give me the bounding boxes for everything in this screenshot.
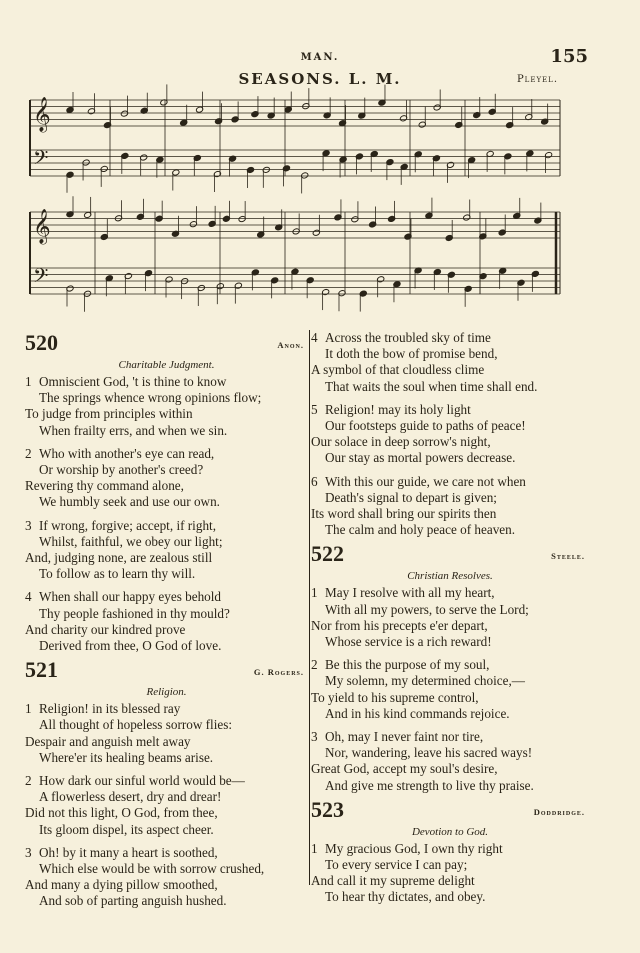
- hymn-author: G. Rogers.: [253, 667, 304, 678]
- verse-text: Oh! by it many a heart is soothed,: [39, 844, 218, 860]
- verse-line: And charity our kindred prove: [25, 621, 186, 637]
- treble-clef-icon: 𝄞: [33, 97, 51, 132]
- hymn-header: [311, 541, 589, 567]
- verse-line: Its word shall bring our spirits then: [311, 506, 497, 522]
- verse-line: With all my powers, to serve the Lord;: [325, 601, 529, 617]
- hymn-number: 523: [311, 796, 344, 822]
- hymn-number: 521: [25, 657, 58, 683]
- verse-text: Oh, may I never faint nor tire,: [325, 729, 484, 745]
- verse-line: [311, 729, 589, 745]
- verse-line: [25, 446, 308, 462]
- hymn: [311, 796, 589, 906]
- verse-text: Across the troubled sky of time: [325, 330, 491, 345]
- verse-line: Or worship by another's creed?: [39, 462, 204, 478]
- verse-line: A symbol of that cloudless clime: [311, 362, 485, 378]
- verse-line: [311, 841, 589, 857]
- stanza: [25, 773, 308, 838]
- bass-clef-icon: 𝄢: [33, 146, 49, 174]
- verse-line: Whose service is a rich reward!: [325, 634, 492, 650]
- stanza: [25, 845, 308, 910]
- stanza: [25, 374, 308, 439]
- hymn-author: Doddridge.: [533, 806, 585, 817]
- verse-line: To yield to his supreme control,: [311, 689, 479, 705]
- stanza-number: 4: [311, 330, 318, 345]
- verse-line: When frailty errs, and when we sin.: [39, 422, 228, 438]
- verse-line: Which else would be with sorrow crushed,: [39, 861, 265, 877]
- hymn-number: 522: [311, 541, 344, 567]
- verse-line: And call it my supreme delight: [311, 873, 475, 889]
- stanza: [311, 402, 589, 467]
- verse-line: All thought of hopeless sorrow flies:: [39, 717, 233, 733]
- verse-line: [25, 374, 308, 390]
- hymn-header: [311, 796, 589, 823]
- verse-line: Did not this light, O God, from thee,: [25, 805, 218, 821]
- running-head: MAN.: [300, 52, 340, 63]
- hymn: [311, 330, 589, 538]
- verse-line: And sob of parting anguish hushed.: [39, 893, 227, 909]
- tune-title: SEASONS. L. M.: [238, 70, 402, 88]
- hymn-subtitle: Religion.: [146, 686, 187, 699]
- verse-text: With this our guide, we care not when: [325, 473, 526, 489]
- hymn: [25, 657, 308, 909]
- verse-line: Thy people fashioned in thy mould?: [39, 605, 230, 621]
- verse-line: Derived from thee, O God of love.: [39, 638, 222, 654]
- verse-line: Nor from his precepts e'er depart,: [311, 617, 488, 633]
- verse-line: A flowerless desert, dry and drear!: [39, 789, 222, 805]
- hymn-author: Steele.: [551, 551, 585, 562]
- verse-line: Revering thy command alone,: [25, 478, 184, 494]
- verse-text: My gracious God, I own thy right: [325, 840, 503, 856]
- tune-composer: Pleyel.: [516, 74, 558, 85]
- stanza: [311, 330, 589, 395]
- verse-line: We humbly seek and use our own.: [39, 494, 220, 510]
- verse-line: Where'er its healing beams arise.: [39, 749, 214, 765]
- hymn-number: 520: [25, 330, 58, 355]
- stanza: [25, 446, 308, 511]
- verse-line: Death's signal to depart is given;: [325, 489, 497, 505]
- stanza: [311, 657, 589, 722]
- verse-text: When shall our happy eyes behold: [39, 589, 222, 605]
- verse-line: [311, 402, 589, 418]
- verse-line: Great God, accept my soul's desire,: [311, 761, 498, 777]
- hymn-header: [25, 330, 308, 356]
- stanza: [311, 841, 589, 906]
- verse-line: To every service I can pay;: [325, 857, 468, 873]
- verse-line: And many a dying pillow smoothed,: [25, 877, 218, 893]
- verse-text: How dark our sinful world would be—: [39, 773, 245, 789]
- verse-line: It doth the bow of promise bend,: [325, 346, 498, 362]
- verse-line: The springs whence wrong opinions flow;: [39, 390, 262, 406]
- stanza: [25, 701, 308, 766]
- hymn-subtitle: Devotion to God.: [411, 825, 489, 838]
- column-divider: [309, 330, 310, 885]
- verse-line: Our stay as mortal powers decrease.: [325, 450, 516, 466]
- verse-text: If wrong, forgive; accept, if right,: [39, 517, 216, 533]
- page-number: 155: [550, 46, 588, 67]
- stanza-number: 6: [311, 473, 318, 489]
- treble-clef-icon: 𝄞: [33, 209, 51, 244]
- verse-line: Whilst, faithful, we obey our light;: [39, 533, 223, 549]
- verse-text: Who with another's eye can read,: [39, 445, 215, 461]
- bass-clef-icon: 𝄢: [33, 264, 49, 292]
- hymn-subtitle: Christian Resolves.: [407, 570, 493, 583]
- stanza-number: 1: [25, 701, 32, 717]
- verse-text: Religion! may its holy light: [325, 401, 471, 417]
- verse-line: To hear thy dictates, and obey.: [325, 889, 486, 905]
- stanza: [25, 589, 308, 654]
- verse-line: [25, 701, 308, 717]
- verse-line: [25, 845, 308, 861]
- verse-line: [25, 589, 308, 605]
- stanza: [311, 474, 589, 539]
- right-column: [311, 330, 589, 913]
- hymn-subtitle: Charitable Judgment.: [118, 359, 215, 371]
- stanza-number: 3: [311, 729, 318, 745]
- verse-line: [25, 773, 308, 789]
- verse-line: [311, 474, 589, 490]
- left-column: [25, 330, 308, 917]
- verse-line: [311, 585, 589, 601]
- verse-line: To follow as to learn thy will.: [39, 566, 196, 582]
- stanza-number: 1: [311, 840, 318, 856]
- verse-line: The calm and holy peace of heaven.: [325, 522, 516, 538]
- verse-text: Omniscient God, 't is thine to know: [39, 374, 227, 389]
- verse-text: Be this the purpose of my soul,: [325, 657, 490, 673]
- stanza-number: 1: [25, 374, 32, 389]
- verse-line: Our footsteps guide to paths of peace!: [325, 418, 526, 434]
- hymn-author: Anon.: [277, 340, 304, 350]
- verse-text: May I resolve with all my heart,: [325, 585, 495, 601]
- verse-line: To judge from principles within: [25, 406, 193, 422]
- stanza-number: 3: [25, 517, 32, 533]
- verse-text: Religion! in its blessed ray: [39, 701, 181, 717]
- verse-line: And in his kind commands rejoice.: [325, 705, 510, 721]
- stanza-number: 2: [311, 657, 318, 673]
- hymn: [311, 541, 589, 793]
- stanza-number: 2: [25, 773, 32, 789]
- verse-line: [311, 330, 589, 346]
- stanza: [311, 729, 589, 794]
- verse-line: My solemn, my determined choice,—: [325, 673, 525, 689]
- stanza-number: 5: [311, 401, 318, 417]
- verse-line: [311, 657, 589, 673]
- verse-line: [25, 518, 308, 534]
- verse-line: And give me strength to live thy praise.: [325, 777, 534, 793]
- verse-line: Despair and anguish melt away: [25, 733, 191, 749]
- stanza: [25, 518, 308, 583]
- stanza-number: 2: [25, 445, 32, 461]
- stanza-number: 3: [25, 844, 32, 860]
- hymn: [25, 330, 308, 654]
- verse-line: Its gloom dispel, its aspect cheer.: [39, 821, 214, 837]
- verse-line: Nor, wandering, leave his sacred ways!: [325, 745, 533, 761]
- verse-line: That waits the soul when time shall end.: [325, 378, 538, 394]
- stanza-number: 4: [25, 589, 32, 605]
- verse-line: And, judging none, are zealous still: [25, 550, 213, 566]
- verse-line: Our solace in deep sorrow's night,: [311, 434, 491, 450]
- music-score: [0, 0, 640, 330]
- stanza: [311, 585, 589, 650]
- hymn-header: [25, 657, 308, 683]
- stanza-number: 1: [311, 585, 318, 601]
